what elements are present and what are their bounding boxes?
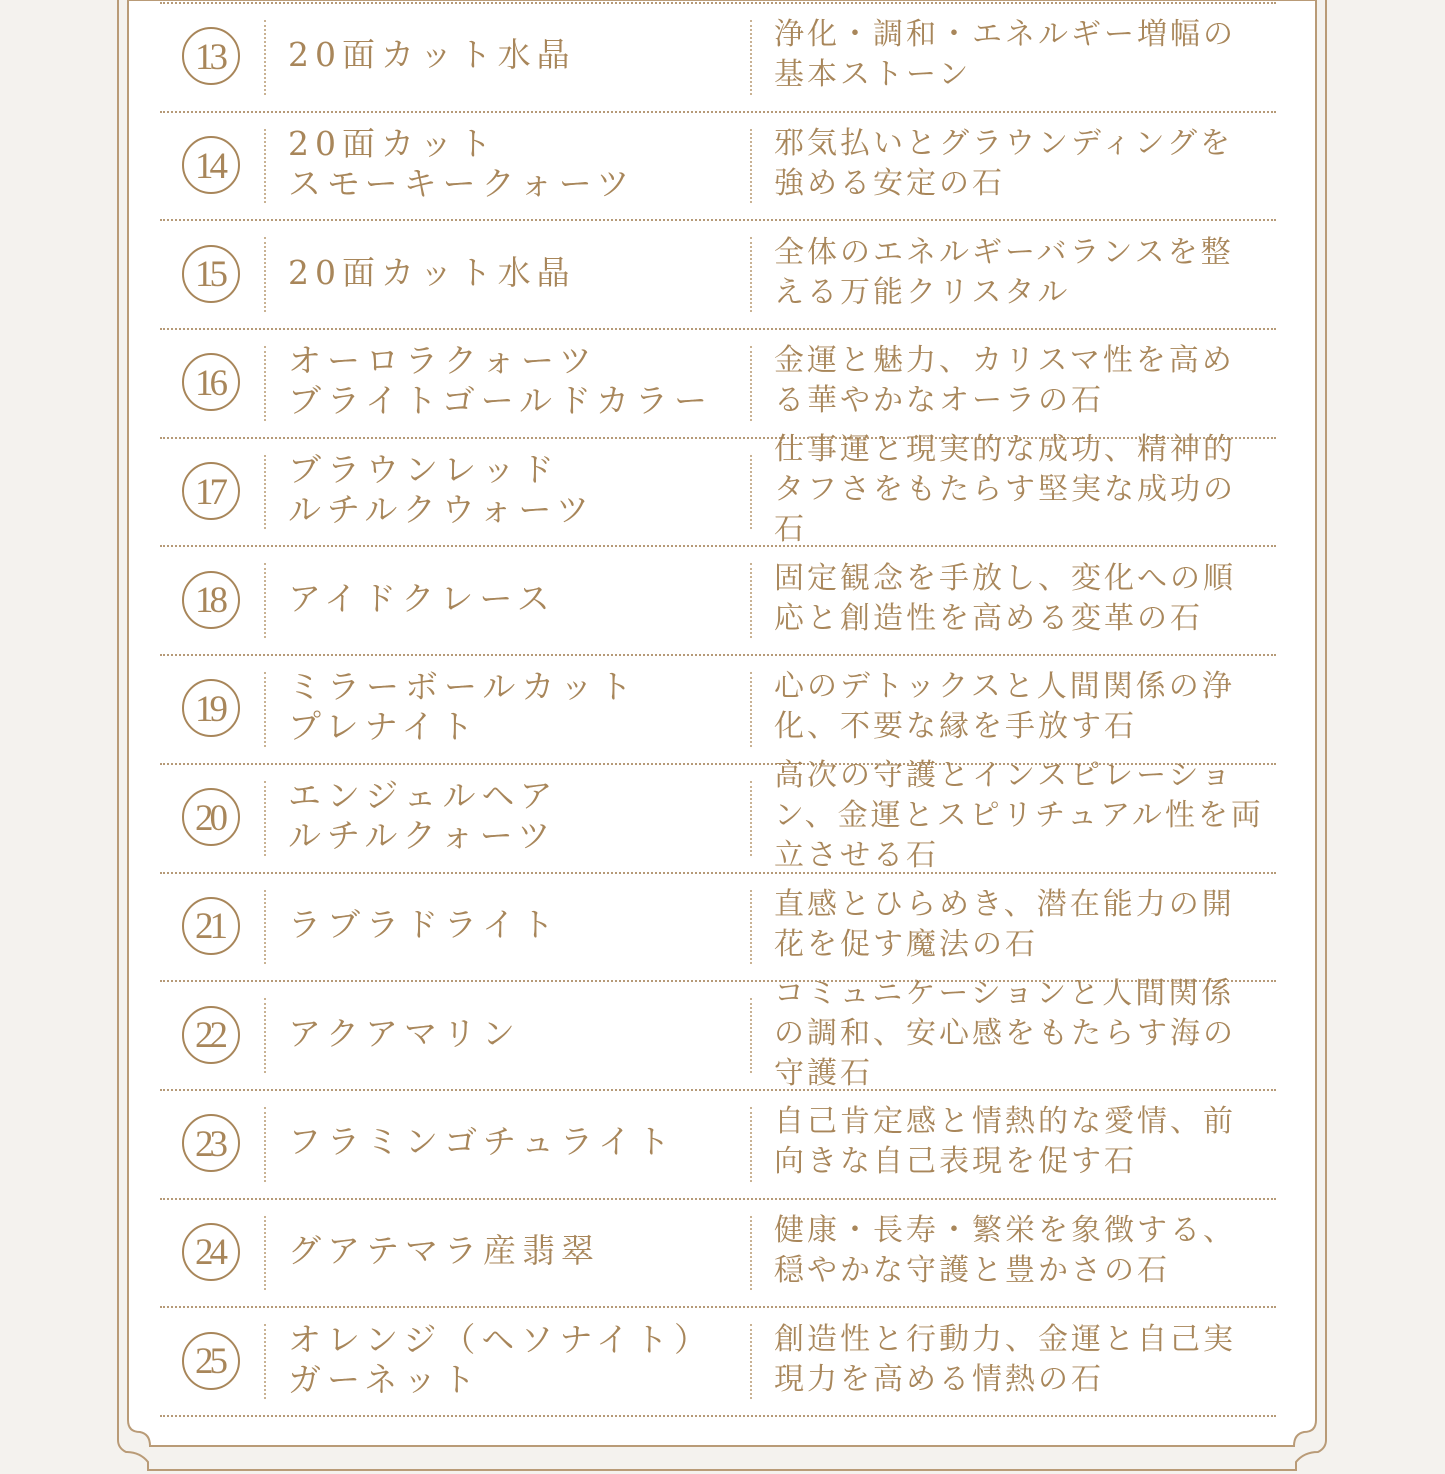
number-badge bbox=[182, 27, 240, 85]
column-divider bbox=[264, 998, 266, 1073]
stone-name: ブラウンレッド ルチルクウォーツ bbox=[288, 450, 596, 530]
number-cell bbox=[160, 874, 264, 981]
stone-list bbox=[160, 2, 1276, 1417]
number-label: 17 bbox=[195, 471, 224, 513]
column-divider bbox=[750, 346, 752, 421]
column-divider bbox=[264, 781, 266, 856]
stone-row bbox=[160, 758, 1276, 874]
column-divider bbox=[750, 563, 752, 638]
stone-name-cell bbox=[288, 1091, 748, 1198]
stone-name: ラブラドライト bbox=[288, 904, 561, 944]
number-label: 24 bbox=[195, 1232, 224, 1274]
number-label: 15 bbox=[195, 254, 224, 296]
stone-name-cell bbox=[288, 330, 748, 437]
stone-description-cell bbox=[774, 1200, 1264, 1307]
stone-name-cell bbox=[288, 765, 748, 872]
column-divider bbox=[264, 890, 266, 965]
stone-description-cell bbox=[774, 874, 1264, 981]
number-badge bbox=[182, 1223, 240, 1281]
stone-name: アクアマリン bbox=[288, 1013, 522, 1053]
column-divider bbox=[264, 455, 266, 530]
stone-name: グアテマラ産翡翠 bbox=[288, 1230, 600, 1270]
stone-name: オレンジ（ヘソナイト） ガーネット bbox=[288, 1319, 714, 1399]
stone-description: 全体のエネルギーバランスを整える万能クリスタル bbox=[774, 234, 1234, 310]
column-divider bbox=[264, 672, 266, 747]
stone-name-cell bbox=[288, 113, 748, 220]
number-badge bbox=[182, 897, 240, 955]
column-divider bbox=[750, 455, 752, 530]
column-divider bbox=[750, 129, 752, 204]
number-label: 16 bbox=[195, 362, 224, 404]
column-divider bbox=[750, 672, 752, 747]
stone-row bbox=[160, 221, 1276, 330]
column-divider bbox=[750, 1216, 752, 1291]
stone-name: 20面カット水晶 bbox=[288, 252, 576, 292]
stone-name-cell bbox=[288, 982, 748, 1089]
stone-description: 心のデトックスと人間関係の浄化、不要な縁を手放す石 bbox=[774, 669, 1235, 745]
stone-name: オーロラクォーツ ブライトゴールドカラー bbox=[288, 341, 714, 421]
column-divider bbox=[750, 1324, 752, 1399]
stone-description-cell bbox=[774, 221, 1264, 328]
stone-description: 固定観念を手放し、変化への順応と創造性を高める変革の石 bbox=[774, 560, 1236, 636]
column-divider bbox=[750, 237, 752, 312]
stone-description-cell bbox=[774, 1091, 1264, 1198]
number-badge bbox=[182, 1114, 240, 1172]
stone-name-cell bbox=[288, 1200, 748, 1307]
stone-description: 邪気払いとグラウンディングを強める安定の石 bbox=[774, 126, 1233, 202]
stone-description-cell bbox=[774, 975, 1264, 1091]
stone-row bbox=[160, 1308, 1276, 1417]
number-cell bbox=[160, 439, 264, 546]
stone-name-cell bbox=[288, 1308, 748, 1415]
number-badge bbox=[182, 245, 240, 303]
column-divider bbox=[264, 129, 266, 204]
stone-row bbox=[160, 330, 1276, 439]
number-cell bbox=[160, 221, 264, 328]
stone-description-cell bbox=[774, 4, 1264, 111]
stone-name-cell bbox=[288, 439, 748, 546]
stone-name: フラミンゴチュライト bbox=[288, 1122, 677, 1162]
number-cell bbox=[160, 656, 264, 763]
stone-row bbox=[160, 1200, 1276, 1309]
column-divider bbox=[264, 20, 266, 95]
stone-description: 仕事運と現実的な成功、精神的タフさをもたらす堅実な成功の石 bbox=[774, 432, 1236, 548]
column-divider bbox=[750, 1107, 752, 1182]
stone-row bbox=[160, 874, 1276, 983]
number-cell bbox=[160, 547, 264, 654]
stone-description: 創造性と行動力、金運と自己実現力を高める情熱の石 bbox=[774, 1321, 1236, 1397]
stone-name-cell bbox=[288, 874, 748, 981]
number-badge bbox=[182, 679, 240, 737]
number-label: 18 bbox=[195, 580, 224, 622]
number-label: 21 bbox=[195, 906, 224, 948]
stone-row bbox=[160, 975, 1276, 1091]
stone-description: コミュニケーションと人間関係の調和、安心感をもたらす海の守護石 bbox=[774, 975, 1236, 1091]
number-label: 13 bbox=[195, 36, 224, 78]
column-divider bbox=[264, 237, 266, 312]
stone-row bbox=[160, 113, 1276, 222]
column-divider bbox=[264, 1324, 266, 1399]
number-badge bbox=[182, 353, 240, 411]
stone-name-cell bbox=[288, 547, 748, 654]
number-cell bbox=[160, 1200, 264, 1307]
stone-name: ミラーボールカット プレナイト bbox=[288, 667, 639, 747]
column-divider bbox=[750, 998, 752, 1073]
number-label: 19 bbox=[195, 688, 224, 730]
stone-description: 浄化・調和・エネルギー増幅の基本ストーン bbox=[774, 17, 1236, 93]
number-label: 22 bbox=[195, 1015, 224, 1057]
stone-name: アイドクレース bbox=[288, 578, 556, 618]
stone-description: 直感とひらめき、潜在能力の開花を促す魔法の石 bbox=[774, 886, 1235, 962]
stone-description-cell bbox=[774, 432, 1264, 548]
column-divider bbox=[264, 1107, 266, 1182]
column-divider bbox=[750, 20, 752, 95]
column-divider bbox=[264, 563, 266, 638]
stone-row bbox=[160, 1091, 1276, 1200]
number-cell bbox=[160, 765, 264, 872]
column-divider bbox=[750, 890, 752, 965]
stone-description-cell bbox=[774, 758, 1264, 874]
stone-description: 健康・長寿・繁栄を象徴する、穏やかな守護と豊かさの石 bbox=[774, 1212, 1236, 1288]
stone-description-cell bbox=[774, 113, 1264, 220]
stone-description-cell bbox=[774, 1308, 1264, 1415]
column-divider bbox=[264, 346, 266, 421]
column-divider bbox=[264, 1216, 266, 1291]
stone-name-cell bbox=[288, 656, 748, 763]
number-cell bbox=[160, 330, 264, 437]
column-divider bbox=[750, 781, 752, 856]
stone-description-cell bbox=[774, 656, 1264, 763]
stone-description-cell bbox=[774, 547, 1264, 654]
stone-name-cell bbox=[288, 4, 748, 111]
number-label: 14 bbox=[195, 145, 224, 187]
number-badge bbox=[182, 788, 240, 846]
number-badge bbox=[182, 136, 240, 194]
stone-description-cell bbox=[774, 330, 1264, 437]
number-cell bbox=[160, 113, 264, 220]
number-label: 25 bbox=[195, 1341, 224, 1383]
number-cell bbox=[160, 4, 264, 111]
stone-row bbox=[160, 547, 1276, 656]
number-cell bbox=[160, 1308, 264, 1415]
stone-name: 20面カット水晶 bbox=[288, 35, 576, 75]
number-label: 23 bbox=[195, 1123, 224, 1165]
number-badge bbox=[182, 1332, 240, 1390]
stone-name: エンジェルヘア ルチルクォーツ bbox=[288, 776, 559, 856]
stone-row bbox=[160, 656, 1276, 765]
number-cell bbox=[160, 1091, 264, 1198]
number-badge bbox=[182, 571, 240, 629]
stone-name-cell bbox=[288, 221, 748, 328]
stone-row bbox=[160, 432, 1276, 548]
stone-description: 金運と魅力、カリスマ性を高める華やかなオーラの石 bbox=[774, 343, 1235, 419]
number-badge bbox=[182, 1006, 240, 1064]
stone-row bbox=[160, 4, 1276, 113]
number-label: 20 bbox=[195, 797, 224, 839]
stone-description: 自己肯定感と情熱的な愛情、前向きな自己表現を促す石 bbox=[774, 1104, 1236, 1180]
number-badge bbox=[182, 462, 240, 520]
stone-name: 20面カット スモーキークォーツ bbox=[288, 124, 636, 204]
number-cell bbox=[160, 982, 264, 1089]
stone-description: 高次の守護とインスピレーション、金運とスピリチュアル性を両立させる石 bbox=[774, 758, 1264, 874]
